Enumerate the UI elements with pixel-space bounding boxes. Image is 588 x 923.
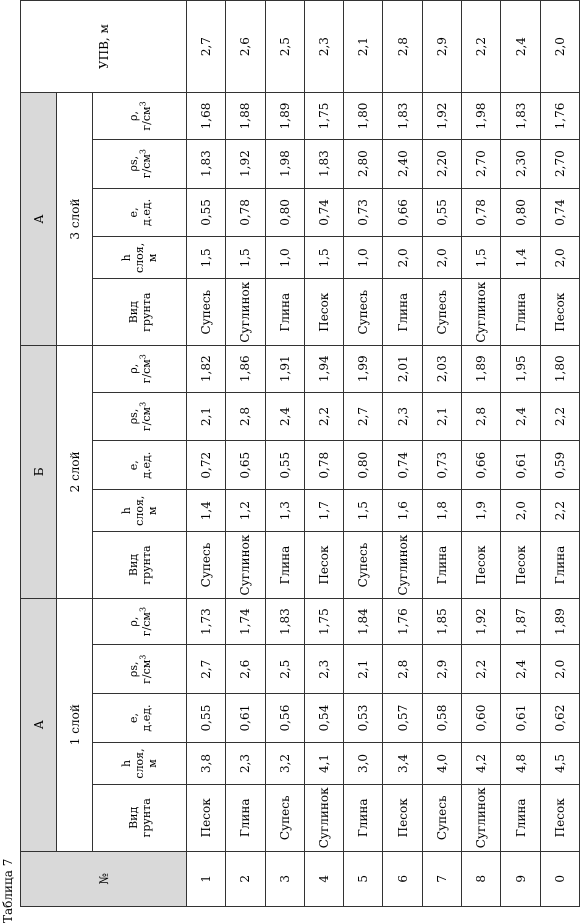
cell-l2-vid: Суглинок [383, 532, 422, 599]
header-h-text-2: слоя, [133, 242, 146, 273]
header-rhos-layer-3 [93, 139, 187, 188]
unit-exponent: 3 [137, 606, 147, 613]
unit-base: г/см [139, 106, 153, 131]
cell-l3-rhos: 2,70 [540, 139, 579, 188]
cell-l2-e: 0,78 [304, 441, 343, 490]
unit-exponent: 3 [137, 354, 147, 360]
cell-number: 9 [501, 851, 540, 906]
header-number: № [21, 851, 187, 906]
cell-l2-e: 0,55 [265, 441, 304, 490]
cell-l1-h: 3,8 [187, 742, 226, 784]
table-row [501, 1, 540, 907]
cell-l3-e: 0,73 [344, 188, 383, 237]
header-rhos-text-1: ρs, [126, 155, 140, 172]
cell-l2-rho: 1,99 [344, 345, 383, 392]
cell-l2-e: 0,74 [383, 441, 422, 490]
header-unit [137, 346, 153, 392]
cell-l2-h: 1,9 [462, 490, 501, 532]
cell-l1-vid: Песок [540, 785, 579, 852]
cell-l2-vid: Супесь [187, 532, 226, 599]
cell-l3-rhos: 2,30 [501, 139, 540, 188]
cell-l1-vid: Суглинок [462, 785, 501, 852]
cell-l2-h: 1,3 [265, 490, 304, 532]
cell-l2-h: 1,7 [304, 490, 343, 532]
cell-l2-vid: Песок [501, 532, 540, 599]
cell-l1-vid: Глина [226, 785, 265, 852]
cell-l3-rho: 1,88 [226, 93, 265, 140]
cell-l1-rho: 1,85 [422, 598, 461, 645]
cell-l1-rho: 1,87 [501, 598, 540, 645]
cell-l3-vid: Глина [501, 279, 540, 346]
header-vid-text-2: грунта [139, 798, 153, 838]
header-layer-2: 2 слой [57, 345, 93, 598]
cell-upv: 2,0 [540, 1, 579, 93]
header-vid-text-1: Вид [126, 553, 140, 577]
cell-number: 3 [265, 851, 304, 906]
header-unit [137, 645, 153, 693]
unit-base: г/см [139, 154, 153, 179]
unit-base: г/см [139, 659, 153, 684]
cell-l3-vid: Песок [540, 279, 579, 346]
cell-l1-e: 0,62 [540, 694, 579, 743]
header-h-text-2: слоя, [133, 748, 146, 779]
cell-l2-vid: Песок [462, 532, 501, 599]
unit-exponent: 3 [137, 654, 147, 660]
cell-number: 4 [304, 851, 343, 906]
header-h-layer-2 [93, 490, 187, 532]
table-caption: Таблица 7 [1, 858, 15, 923]
cell-l3-h: 1,4 [501, 237, 540, 279]
cell-l1-e: 0,58 [422, 694, 461, 743]
cell-l1-e: 0,61 [501, 694, 540, 743]
cell-l3-e: 0,80 [265, 188, 304, 237]
cell-l1-rho: 1,76 [383, 598, 422, 645]
cell-upv: 2,4 [501, 1, 540, 93]
cell-l3-h: 1,5 [226, 237, 265, 279]
unit-exponent: 3 [137, 401, 147, 407]
cell-l1-rho: 1,73 [187, 598, 226, 645]
cell-l2-vid: Суглинок [226, 532, 265, 599]
cell-l2-e: 0,66 [462, 441, 501, 490]
cell-l1-h: 3,2 [265, 742, 304, 784]
cell-l3-e: 0,55 [187, 188, 226, 237]
cell-l3-rho: 1,92 [422, 93, 461, 140]
cell-l1-rhos: 2,5 [265, 645, 304, 694]
cell-l2-e: 0,80 [344, 441, 383, 490]
cell-l1-rhos: 2,1 [344, 645, 383, 694]
data-table [20, 0, 580, 907]
cell-l3-vid: Суглинок [226, 279, 265, 346]
cell-l1-rho: 1,92 [462, 598, 501, 645]
cell-number: 7 [422, 851, 461, 906]
cell-l1-h: 4,0 [422, 742, 461, 784]
header-h-text-3: м [146, 253, 159, 263]
cell-l2-rhos: 2,1 [422, 392, 461, 441]
cell-number: 8 [462, 851, 501, 906]
cell-l2-vid: Глина [422, 532, 461, 599]
cell-l2-h: 2,0 [501, 490, 540, 532]
header-h-text-1: h [120, 759, 133, 768]
cell-l2-h: 1,8 [422, 490, 461, 532]
header-h-text-1: h [120, 507, 133, 515]
cell-l1-rho: 1,84 [344, 598, 383, 645]
cell-l1-rhos: 2,4 [501, 645, 540, 694]
cell-upv: 2,5 [265, 1, 304, 93]
cell-l2-rho: 1,86 [226, 345, 265, 392]
table-row [226, 1, 265, 907]
cell-l2-h: 1,5 [344, 490, 383, 532]
cell-l2-e: 0,59 [540, 441, 579, 490]
header-unit [137, 393, 153, 441]
table-row [422, 1, 461, 907]
cell-l1-rho: 1,75 [304, 598, 343, 645]
header-group-b: Б [21, 345, 57, 598]
cell-l1-e: 0,61 [226, 694, 265, 743]
table-row [344, 1, 383, 907]
cell-l2-h: 2,2 [540, 490, 579, 532]
cell-l2-rho: 2,01 [383, 345, 422, 392]
cell-l2-h: 1,6 [383, 490, 422, 532]
cell-l1-vid: Глина [501, 785, 540, 852]
cell-upv: 2,7 [187, 1, 226, 93]
header-unit [137, 599, 153, 645]
cell-l2-rhos: 2,4 [265, 392, 304, 441]
cell-l3-rho: 1,83 [383, 93, 422, 140]
header-vid-text-1: Вид [126, 806, 140, 829]
header-h-text-2: слоя, [133, 495, 146, 526]
cell-l3-vid: Глина [383, 279, 422, 346]
header-h-layer-3 [93, 237, 187, 279]
cell-l2-h: 1,4 [187, 490, 226, 532]
cell-l2-rho: 1,95 [501, 345, 540, 392]
cell-l1-vid: Суглинок [304, 785, 343, 852]
cell-l1-rhos: 2,3 [304, 645, 343, 694]
cell-l1-e: 0,56 [265, 694, 304, 743]
cell-l1-e: 0,60 [462, 694, 501, 743]
cell-l3-h: 2,0 [422, 237, 461, 279]
cell-l3-rhos: 2,80 [344, 139, 383, 188]
table-container [20, 0, 580, 907]
table-row [265, 1, 304, 907]
cell-l1-e: 0,57 [383, 694, 422, 743]
cell-l1-rhos: 2,8 [383, 645, 422, 694]
cell-l2-e: 0,73 [422, 441, 461, 490]
cell-l3-h: 2,0 [383, 237, 422, 279]
unit-base: г/см [139, 359, 153, 384]
header-rhos-layer-2 [93, 392, 187, 441]
header-vid-layer-3 [93, 279, 187, 346]
cell-l3-rho: 1,68 [187, 93, 226, 140]
unit-exponent: 3 [137, 149, 147, 155]
cell-l1-h: 3,0 [344, 742, 383, 784]
cell-l3-rho: 1,80 [344, 93, 383, 140]
table-row [540, 1, 579, 907]
cell-l1-vid: Песок [383, 785, 422, 852]
header-vid-text-2: грунта [139, 292, 153, 332]
cell-l3-rhos: 2,40 [383, 139, 422, 188]
cell-l2-rho: 1,94 [304, 345, 343, 392]
cell-l3-rhos: 1,83 [304, 139, 343, 188]
cell-l2-e: 0,72 [187, 441, 226, 490]
cell-l1-h: 2,3 [226, 742, 265, 784]
cell-l1-rhos: 2,0 [540, 645, 579, 694]
cell-l2-rhos: 2,4 [501, 392, 540, 441]
header-layer-1: 1 слой [57, 598, 93, 851]
header-e-text-1: e, [126, 460, 140, 471]
cell-l3-e: 0,66 [383, 188, 422, 237]
cell-l1-h: 4,1 [304, 742, 343, 784]
header-e-text-2: д.ед. [139, 704, 153, 732]
cell-l3-vid: Суглинок [462, 279, 501, 346]
cell-l2-rhos: 2,3 [383, 392, 422, 441]
cell-upv: 2,3 [304, 1, 343, 93]
cell-l3-vid: Супесь [344, 279, 383, 346]
cell-l3-rhos: 2,70 [462, 139, 501, 188]
cell-l2-rhos: 2,8 [462, 392, 501, 441]
cell-l3-rho: 1,83 [501, 93, 540, 140]
cell-l1-e: 0,54 [304, 694, 343, 743]
cell-l1-h: 4,8 [501, 742, 540, 784]
cell-l1-rhos: 2,6 [226, 645, 265, 694]
cell-l3-h: 1,5 [462, 237, 501, 279]
cell-l1-rho: 1,74 [226, 598, 265, 645]
header-e-layer-1 [93, 694, 187, 743]
cell-l2-h: 1,2 [226, 490, 265, 532]
cell-l1-e: 0,55 [187, 694, 226, 743]
cell-l3-e: 0,74 [540, 188, 579, 237]
cell-l1-vid: Супесь [422, 785, 461, 852]
cell-l3-rho: 1,75 [304, 93, 343, 140]
cell-number: 1 [187, 851, 226, 906]
header-rho-text-1: ρ, [126, 616, 140, 627]
header-group-a-left: А [21, 598, 57, 851]
header-e-text-2: д.ед. [139, 198, 153, 226]
header-rho-text-1: ρ, [126, 363, 140, 374]
table-row [187, 1, 226, 907]
cell-l1-rho: 1,83 [265, 598, 304, 645]
header-rhos-text-1: ρs, [126, 408, 140, 425]
cell-l2-rhos: 2,2 [304, 392, 343, 441]
cell-l3-rho: 1,98 [462, 93, 501, 140]
cell-l3-rhos: 1,83 [187, 139, 226, 188]
cell-l2-vid: Песок [304, 532, 343, 599]
cell-l1-rhos: 2,7 [187, 645, 226, 694]
cell-upv: 2,1 [344, 1, 383, 93]
cell-l2-e: 0,65 [226, 441, 265, 490]
cell-l2-rho: 1,82 [187, 345, 226, 392]
cell-l2-vid: Супесь [344, 532, 383, 599]
cell-l2-e: 0,61 [501, 441, 540, 490]
cell-number: 2 [226, 851, 265, 906]
cell-l2-rho: 1,80 [540, 345, 579, 392]
header-rhos-text-1: ρs, [126, 661, 140, 678]
cell-l1-vid: Супесь [265, 785, 304, 852]
header-vid-layer-2 [93, 532, 187, 599]
cell-l3-rho: 1,76 [540, 93, 579, 140]
cell-l3-h: 1,0 [344, 237, 383, 279]
cell-l2-vid: Глина [540, 532, 579, 599]
header-e-text-1: e, [126, 207, 140, 218]
cell-l3-vid: Глина [265, 279, 304, 346]
cell-l2-rhos: 2,8 [226, 392, 265, 441]
header-rho-text-1: ρ, [126, 110, 140, 121]
unit-base: г/см [139, 612, 153, 637]
header-vid-text-1: Вид [126, 301, 140, 324]
cell-number: 5 [344, 851, 383, 906]
header-rho-layer-2 [93, 345, 187, 392]
header-vid-layer-1 [93, 785, 187, 852]
cell-l2-rhos: 2,2 [540, 392, 579, 441]
cell-l3-rhos: 1,98 [265, 139, 304, 188]
unit-base: г/см [139, 406, 153, 432]
cell-l2-rho: 1,89 [462, 345, 501, 392]
table-row [383, 1, 422, 907]
header-unit [137, 93, 153, 139]
cell-l1-rhos: 2,2 [462, 645, 501, 694]
header-e-layer-2 [93, 441, 187, 490]
cell-l3-h: 1,5 [304, 237, 343, 279]
header-unit [137, 140, 153, 188]
table-row [304, 1, 343, 907]
cell-upv: 2,6 [226, 1, 265, 93]
header-h-text-3: м [146, 759, 159, 768]
cell-l3-e: 0,78 [462, 188, 501, 237]
cell-l1-h: 4,5 [540, 742, 579, 784]
cell-l2-rhos: 2,1 [187, 392, 226, 441]
unit-exponent: 3 [137, 101, 147, 107]
cell-number: 6 [383, 851, 422, 906]
cell-l2-rho: 1,91 [265, 345, 304, 392]
cell-l3-vid: Песок [304, 279, 343, 346]
cell-l3-h: 1,5 [187, 237, 226, 279]
cell-l2-rhos: 2,7 [344, 392, 383, 441]
cell-l3-e: 0,55 [422, 188, 461, 237]
cell-l3-h: 1,0 [265, 237, 304, 279]
cell-l1-rhos: 2,9 [422, 645, 461, 694]
cell-l3-rho: 1,89 [265, 93, 304, 140]
cell-l3-e: 0,74 [304, 188, 343, 237]
header-rhos-layer-1 [93, 645, 187, 694]
cell-l3-rhos: 2,20 [422, 139, 461, 188]
header-rho-layer-1 [93, 598, 187, 645]
cell-l1-vid: Глина [344, 785, 383, 852]
cell-l1-vid: Песок [187, 785, 226, 852]
cell-l1-h: 3,4 [383, 742, 422, 784]
cell-l2-rho: 2,03 [422, 345, 461, 392]
cell-l1-rho: 1,89 [540, 598, 579, 645]
cell-l3-vid: Супесь [422, 279, 461, 346]
header-h-layer-1 [93, 742, 187, 784]
cell-l3-vid: Супесь [187, 279, 226, 346]
header-h-text-1: h [120, 254, 133, 262]
header-layer-3: 3 слой [57, 93, 93, 346]
cell-l1-h: 4,2 [462, 742, 501, 784]
cell-upv: 2,9 [422, 1, 461, 93]
cell-l1-e: 0,53 [344, 694, 383, 743]
cell-number: 0 [540, 851, 579, 906]
header-group-a-right: А [21, 93, 57, 346]
cell-l2-vid: Глина [265, 532, 304, 599]
header-h-text-3: м [146, 506, 159, 515]
cell-l3-h: 2,0 [540, 237, 579, 279]
cell-l3-e: 0,80 [501, 188, 540, 237]
cell-upv: 2,2 [462, 1, 501, 93]
cell-l3-rhos: 1,92 [226, 139, 265, 188]
header-rho-layer-3 [93, 93, 187, 140]
header-vid-text-2: грунта [139, 545, 153, 585]
header-e-layer-3 [93, 188, 187, 237]
cell-l3-e: 0,78 [226, 188, 265, 237]
table-row [462, 1, 501, 907]
header-e-text-2: д.ед. [139, 451, 153, 479]
header-e-text-1: e, [126, 713, 140, 724]
cell-upv: 2,8 [383, 1, 422, 93]
header-upv: УПВ, м [21, 1, 187, 93]
